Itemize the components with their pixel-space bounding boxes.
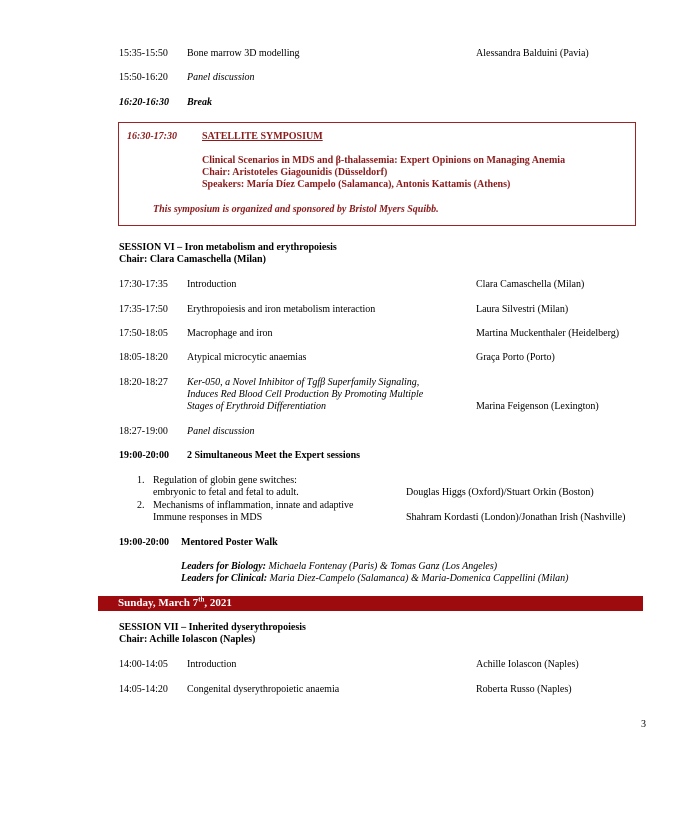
talk-title: Erythropoiesis and iron metabolism interaction: [187, 304, 376, 315]
satellite-topic: Clinical Scenarios in MDS and β-thalassemia: Expert Opinions on Managing Anemia: [202, 155, 566, 166]
talk-title: Panel discussion: [187, 426, 255, 437]
talk-title: Congenital dyserythropoietic anaemia: [187, 684, 340, 695]
talk-title-line: Induces Red Blood Cell Production By Promoting Multiple: [187, 389, 424, 400]
list-item-line: embryonic to fetal and fetal to adult.: [153, 487, 299, 498]
list-item-line: Immune responses in MDS: [153, 512, 263, 523]
talk-title: Macrophage and iron: [187, 328, 273, 339]
leaders-biology-label: Leaders for Biology:: [181, 561, 266, 572]
talk-title: Break: [187, 97, 212, 108]
session-chair: Chair: Clara Camaschella (Milan): [119, 254, 266, 265]
time-slot: 14:00-14:05: [119, 659, 168, 670]
satellite-chair: Chair: Aristoteles Giagounidis (Düsseldorf): [202, 167, 388, 178]
session-heading: SESSION VI – Iron metabolism and erythropoiesis: [119, 242, 337, 253]
time-slot: 15:35-15:50: [119, 48, 168, 59]
speaker: Martina Muckenthaler (Heidelberg): [476, 328, 620, 339]
day-header-prefix: Sunday, March 7: [118, 597, 199, 609]
day-header-bar: [98, 596, 643, 611]
time-slot: 19:00-20:00: [119, 450, 169, 461]
page-number: 3: [641, 719, 646, 730]
talk-title: Bone marrow 3D modelling: [187, 48, 300, 59]
talk-title: Panel discussion: [187, 72, 255, 83]
time-slot: 18:27-19:00: [119, 426, 168, 437]
time-slot: 18:20-18:27: [119, 377, 168, 388]
list-item-line: Mechanisms of inflammation, innate and adaptive: [153, 500, 354, 511]
speaker: Alessandra Balduini (Pavia): [476, 48, 589, 59]
speaker: Shahram Kordasti (London)/Jonathan Irish (Nashville): [406, 512, 626, 523]
speaker: Achille Iolascon (Naples): [476, 659, 579, 670]
day-header-sup: th: [198, 595, 205, 604]
event-title: Mentored Poster Walk: [181, 537, 278, 548]
leaders-clinical: [181, 573, 568, 585]
list-number: 2.: [137, 500, 145, 511]
leaders-biology: [181, 561, 497, 573]
time-slot: 19:00-20:00: [119, 537, 169, 548]
talk-title: Atypical microcytic anaemias: [187, 352, 307, 363]
speaker: Clara Camaschella (Milan): [476, 279, 585, 290]
time-slot: 17:30-17:35: [119, 279, 168, 290]
time-slot: 16:20-16:30: [119, 97, 169, 108]
satellite-sponsor-note: This symposium is organized and sponsored by Bristol Myers Squibb.: [153, 204, 439, 215]
talk-title-line: Ker-050, a Novel Inhibitor of Tgfβ Superfamily Signaling,: [187, 377, 420, 388]
speaker: Roberta Russo (Naples): [476, 684, 572, 695]
talk-title: Introduction: [187, 659, 237, 670]
speaker: Marina Feigenson (Lexington): [476, 401, 599, 412]
time-slot: 14:05-14:20: [119, 684, 168, 695]
session-chair: Chair: Achille Iolascon (Naples): [119, 634, 256, 645]
talk-title: Introduction: [187, 279, 237, 290]
session-heading: SESSION VII – Inherited dyserythropoiesis: [119, 622, 306, 633]
day-header: [118, 597, 232, 610]
time-slot: 15:50-16:20: [119, 72, 168, 83]
satellite-heading: SATELLITE SYMPOSIUM: [202, 131, 323, 142]
list-number: 1.: [137, 475, 145, 486]
speaker: Douglas Higgs (Oxford)/Stuart Orkin (Boston): [406, 487, 594, 498]
time-slot: 17:50-18:05: [119, 328, 168, 339]
event-title: 2 Simultaneous Meet the Expert sessions: [187, 450, 361, 461]
speaker: Graça Porto (Porto): [476, 352, 555, 363]
leaders-clinical-names: Maria Diez-Campelo (Salamanca) & Maria-Domenica Cappellini (Milan): [269, 573, 569, 584]
time-slot: 17:35-17:50: [119, 304, 168, 315]
satellite-time: 16:30-17:30: [127, 131, 177, 142]
talk-title-line: Stages of Erythroid Differentiation: [187, 401, 326, 412]
leaders-clinical-label: Leaders for Clinical:: [181, 573, 268, 584]
time-slot: 18:05-18:20: [119, 352, 168, 363]
speaker: Laura Silvestri (Milan): [476, 304, 569, 315]
leaders-biology-names: Michaela Fontenay (Paris) & Tomas Ganz (Los Angeles): [268, 561, 498, 572]
satellite-speakers: Speakers: María Díez Campelo (Salamanca), Antonis Kattamis (Athens): [202, 179, 511, 190]
day-header-suffix: , 2021: [204, 597, 232, 609]
list-item-line: Regulation of globin gene switches:: [153, 475, 297, 486]
